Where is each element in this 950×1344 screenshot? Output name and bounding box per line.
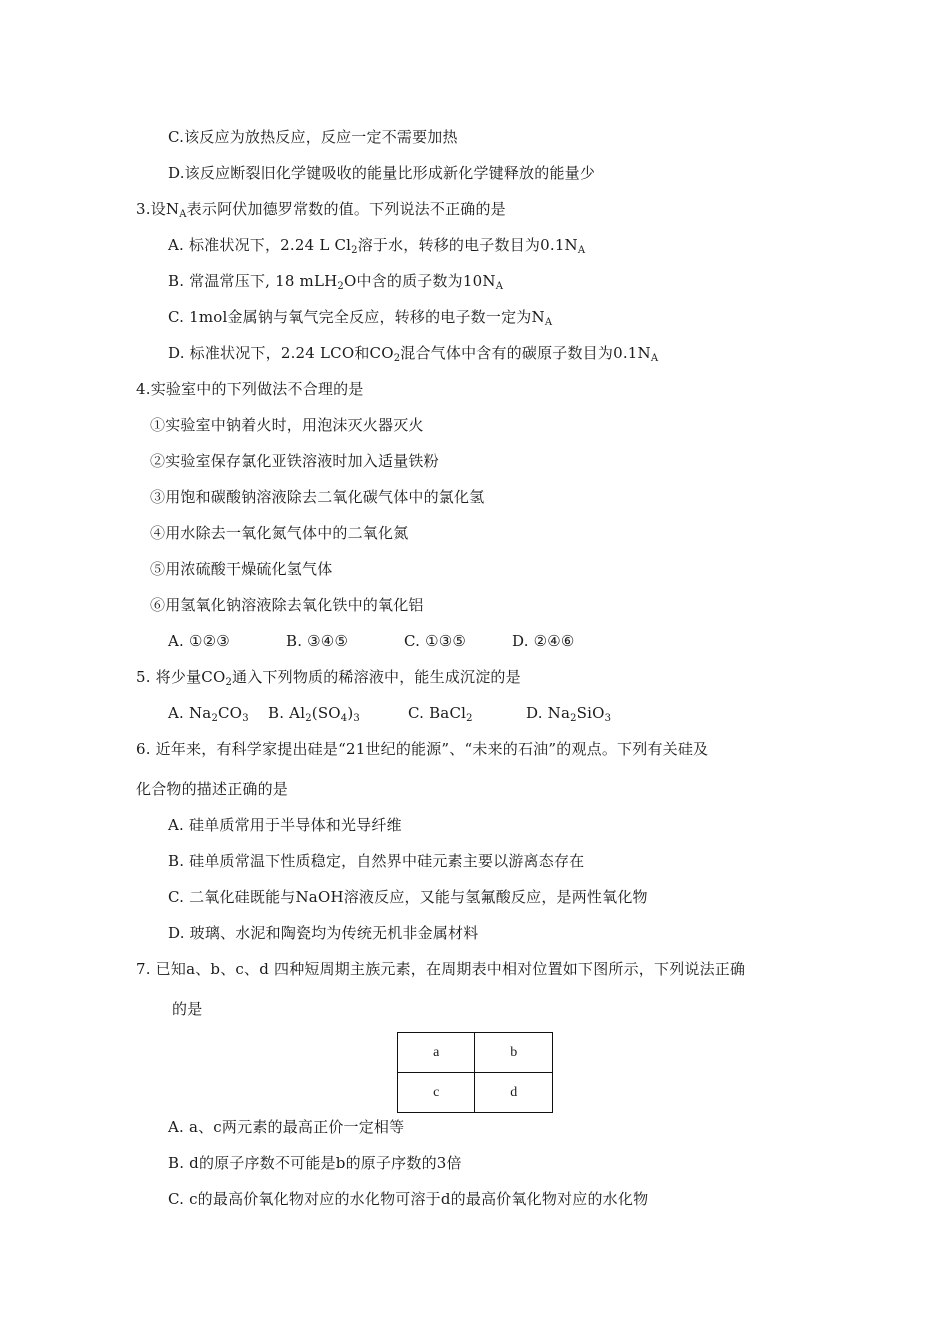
q4-item: ④用水除去一氧化氮气体中的二氧化氮: [150, 524, 409, 542]
q2-option-d: D.该反应断裂旧化学键吸收的能量比形成新化学键释放的能量少: [168, 164, 596, 182]
q5-option-c: [408, 703, 526, 723]
subscript: A: [650, 353, 659, 364]
table-row: [398, 1033, 553, 1073]
q4-option-b: B. ③④⑤: [286, 632, 349, 650]
subscript: A: [544, 317, 553, 328]
q7-option-a: A. a、c两元素的最高正价一定相等: [168, 1118, 405, 1136]
q7-stem-line1: 7. 已知a、b、c、d 四种短周期主族元素，在周期表中相对位置如下图所示，下列说法正确: [136, 960, 746, 978]
q5-option-a: [168, 703, 268, 723]
table-cell: d: [475, 1073, 553, 1113]
q4-option-a: A. ①②③: [168, 632, 230, 650]
q4-item: ⑥用氢氧化钠溶液除去氧化铁中的氧化铝: [150, 596, 424, 614]
subscript: 2: [225, 677, 233, 688]
table-row: [398, 1073, 553, 1113]
option-text: C. 1mol金属钠与氧气完全反应，转移的电子数一定为N: [168, 308, 545, 326]
q3-option-a: [168, 235, 585, 255]
q3-stem: [136, 199, 506, 219]
q3-option-d: [168, 343, 658, 363]
option-text: 混合气体中含有的碳原子数目为0.1N: [400, 344, 651, 362]
option-text: B. Al: [268, 704, 306, 722]
subscript: 2: [570, 713, 577, 724]
q4-item: ⑤用浓硫酸干燥硫化氢气体: [150, 560, 333, 578]
subscript: A: [577, 245, 586, 256]
q6-option-a: A. 硅单质常用于半导体和光导纤维: [168, 816, 402, 834]
q5-stem-text: 通入下列物质的稀溶液中，能生成沉淀的是: [232, 668, 521, 686]
option-text: ): [347, 704, 354, 722]
subscript: 2: [466, 713, 473, 724]
option-text: (SO: [311, 704, 341, 722]
subscript: 3: [604, 713, 612, 724]
subscript: 2: [337, 281, 344, 292]
option-text: O中含的质子数为10N: [343, 272, 496, 290]
subscript: 2: [211, 713, 218, 724]
q4-option-c: C. ①③⑤: [404, 632, 467, 650]
option-text: D. 标准状况下，2.24 LCO和CO: [168, 344, 394, 362]
q2-option-c: C.该反应为放热反应，反应一定不需要加热: [168, 128, 458, 146]
option-text: CO: [218, 704, 243, 722]
option-text: A. 标准状况下，2.24 L Cl: [168, 236, 352, 254]
q3-stem-text: 表示阿伏加德罗常数的值。下列说法不正确的是: [186, 200, 506, 218]
option-text: SiO: [576, 704, 605, 722]
subscript: 3: [242, 713, 249, 724]
subscript: A: [495, 281, 504, 292]
table-cell: c: [398, 1073, 475, 1113]
subscript: 2: [393, 353, 401, 364]
option-text: C. BaCl: [408, 704, 467, 722]
q3-option-c: [168, 307, 552, 327]
q4-option-d: D. ②④⑥: [512, 632, 575, 650]
q6-option-d: D. 玻璃、水泥和陶瓷均为传统无机非金属材料: [168, 924, 479, 942]
q3-option-b: [168, 271, 503, 291]
periodic-position-table: [397, 1032, 553, 1113]
subscript: 2: [351, 245, 358, 256]
subscript: 2: [305, 713, 312, 724]
option-text: A. Na: [168, 704, 212, 722]
q7-option-b: B. d的原子序数不可能是b的原子序数的3倍: [168, 1154, 462, 1172]
q4-options: [168, 631, 575, 651]
option-text: B. 常温常压下, 18 mLH: [168, 272, 338, 290]
q6-option-c: C. 二氧化硅既能与NaOH溶液反应，又能与氢氟酸反应，是两性氧化物: [168, 888, 648, 906]
q4-stem: 4.实验室中的下列做法不合理的是: [136, 380, 364, 398]
q5-option-d: [526, 703, 611, 723]
subscript: 3: [353, 713, 360, 724]
q5-options: [168, 703, 611, 723]
q5-stem: [136, 667, 521, 687]
q3-stem-text: 3.设N: [136, 200, 180, 218]
table-cell: b: [475, 1033, 553, 1073]
q6-stem-line2: 化合物的描述正确的是: [136, 780, 289, 798]
table-cell: a: [398, 1033, 475, 1073]
q4-item: ③用饱和碳酸钠溶液除去二氧化碳气体中的氯化氢: [150, 488, 485, 506]
option-text: 溶于水，转移的电子数目为0.1N: [357, 236, 578, 254]
q7-option-c: C. c的最高价氧化物对应的水化物可溶于d的最高价氧化物对应的水化物: [168, 1190, 649, 1208]
q5-stem-text: 5. 将少量CO: [136, 668, 226, 686]
subscript: A: [179, 209, 187, 220]
q4-item: ①实验室中钠着火时，用泡沫灭火器灭火: [150, 416, 424, 434]
q7-stem-line2: 的是: [172, 1000, 203, 1018]
q6-stem-line1: 6. 近年来，有科学家提出硅是“21世纪的能源”、“未来的石油”的观点。下列有关硅及: [136, 740, 709, 758]
q4-item: ②实验室保存氯化亚铁溶液时加入适量铁粉: [150, 452, 439, 470]
q6-option-b: B. 硅单质常温下性质稳定，自然界中硅元素主要以游离态存在: [168, 852, 585, 870]
q5-option-b: [268, 703, 408, 723]
option-text: D. Na: [526, 704, 571, 722]
subscript: 4: [340, 713, 348, 724]
